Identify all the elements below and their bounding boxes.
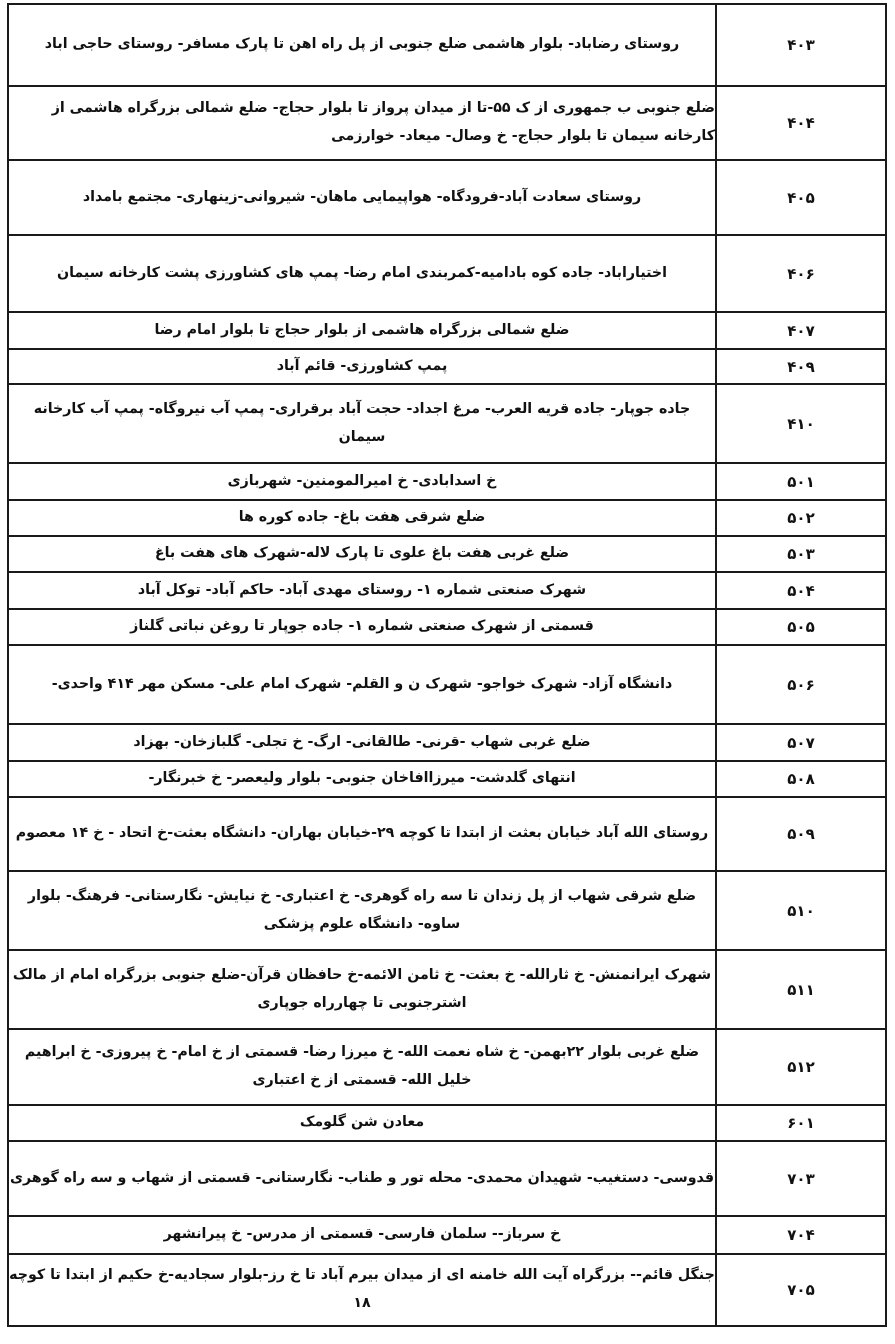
zone-code-cell: ۵۰۵ xyxy=(716,609,886,645)
table-row xyxy=(8,645,886,724)
table-row xyxy=(8,871,886,950)
table-row xyxy=(8,797,886,871)
zone-code-cell: ۵۰۲ xyxy=(716,500,886,536)
zones-table xyxy=(7,3,887,1327)
zone-description-cell: شهرک صنعتی شماره ۱- روستای مهدی آباد- حاکم آباد- توکل آباد xyxy=(8,572,716,609)
zone-description-cell: شهرک ایرانمنش- خ ثارالله- خ بعثت- خ ثامن الائمه-خ حافظان قرآن-ضلع جنوبی بزرگراه امام از مالک اشترجنوبی تا چهارراه جوپاری xyxy=(8,950,716,1029)
zone-code-cell: ۴۰۹ xyxy=(716,349,886,384)
zone-description-cell: ضلع شرقی شهاب از پل زندان تا سه راه گوهری- خ اعتباری- خ نیایش- نگارستانی- فرهنگ- بلوار ساوه- دانشگاه علوم پزشکی xyxy=(8,871,716,950)
table-row xyxy=(8,500,886,536)
zone-code-cell: ۵۰۹ xyxy=(716,797,886,871)
zone-code-cell: ۶۰۱ xyxy=(716,1105,886,1141)
table-row xyxy=(8,1216,886,1254)
table-row xyxy=(8,1029,886,1105)
zone-code-cell: ۵۰۱ xyxy=(716,463,886,500)
zone-code-cell: ۵۱۰ xyxy=(716,871,886,950)
zone-description-cell: روستای الله آباد خیابان بعثت از ابتدا تا کوچه ۲۹-خیابان بهاران- دانشگاه بعثت-خ اتحاد - خ ۱۴ معصوم xyxy=(8,797,716,871)
zone-description-cell: پمپ کشاورزی- قائم آباد xyxy=(8,349,716,384)
zone-code-cell: ۴۱۰ xyxy=(716,384,886,463)
table-row xyxy=(8,1141,886,1216)
table-row xyxy=(8,724,886,761)
table-row xyxy=(8,536,886,572)
zone-code-cell: ۷۰۳ xyxy=(716,1141,886,1216)
table-row xyxy=(8,761,886,797)
zone-description-cell: معادن شن گلومک xyxy=(8,1105,716,1141)
zone-description-cell: ضلع شرقی هفت باغ- جاده کوره ها xyxy=(8,500,716,536)
table-row xyxy=(8,384,886,463)
zone-description-cell: خ سرباز-- سلمان فارسی- قسمتی از مدرس- خ پیرانشهر xyxy=(8,1216,716,1254)
zone-code-cell: ۵۰۸ xyxy=(716,761,886,797)
zone-description-cell: اختیاراباد- جاده کوه بادامیه-کمربندی امام رضا- پمپ های کشاورزی پشت کارخانه سیمان xyxy=(8,235,716,312)
zone-code-cell: ۴۰۷ xyxy=(716,312,886,349)
zone-description-cell: قسمتی از شهرک صنعتی شماره ۱- جاده جوپار تا روغن نباتی گلناز xyxy=(8,609,716,645)
zone-description-cell: جنگل قائم-- بزرگراه آیت الله خامنه ای از میدان بیرم آباد تا خ رز-بلوار سجادیه-خ حکیم از ابتدا تا کوچه ۱۸ xyxy=(8,1254,716,1326)
table-row xyxy=(8,349,886,384)
table-row xyxy=(8,950,886,1029)
zone-description-cell: جاده جوپار- جاده قریه العرب- مرغ اجداد- حجت آباد برقراری- پمپ آب نیروگاه- پمپ آب کارخانه سیمان xyxy=(8,384,716,463)
zone-code-cell: ۵۱۱ xyxy=(716,950,886,1029)
zone-description-cell: انتهای گلدشت- میرزاافاخان جنوبی- بلوار ولیعصر- خ خبرنگار- xyxy=(8,761,716,797)
zone-description-cell: ضلع غربی شهاب -قرنی- طالقانی- ارگ- خ تجلی- گلبازخان- بهزاد xyxy=(8,724,716,761)
table-row xyxy=(8,1105,886,1141)
zone-description-cell: خ اسدابادی- خ امیرالمومنین- شهربازی xyxy=(8,463,716,500)
zone-code-cell: ۵۱۲ xyxy=(716,1029,886,1105)
table-row xyxy=(8,609,886,645)
zone-code-cell: ۵۰۷ xyxy=(716,724,886,761)
zone-code-cell: ۵۰۴ xyxy=(716,572,886,609)
zone-description-cell: روستای سعادت آباد-فرودگاه- هواپیمایی ماهان- شیروانی-زینهاری- مجتمع بامداد xyxy=(8,160,716,235)
zone-description-cell: ضلع شمالی بزرگراه هاشمی از بلوار حجاج تا بلوار امام رضا xyxy=(8,312,716,349)
table-row xyxy=(8,572,886,609)
table-row xyxy=(8,312,886,349)
table-row xyxy=(8,160,886,235)
zone-code-cell: ۴۰۴ xyxy=(716,86,886,160)
zone-description-cell: ضلع جنوبی ب جمهوری از ک ۵۵-تا از میدان پرواز تا بلوار حجاج- ضلع شمالی بزرگراه هاشمی از کارخانه سیمان تا بلوار حجاج- خ وصال- میعاد- خوارزمی xyxy=(8,86,716,160)
table-row xyxy=(8,235,886,312)
zone-code-cell: ۴۰۶ xyxy=(716,235,886,312)
table-row xyxy=(8,1254,886,1326)
zone-code-cell: ۴۰۵ xyxy=(716,160,886,235)
zone-code-cell: ۵۰۶ xyxy=(716,645,886,724)
table-row xyxy=(8,463,886,500)
zone-description-cell: قدوسی- دستغیب- شهیدان محمدی- محله تور و طناب- نگارستانی- قسمتی از شهاب و سه راه گوهری xyxy=(8,1141,716,1216)
zone-code-cell: ۷۰۵ xyxy=(716,1254,886,1326)
zone-code-cell: ۷۰۴ xyxy=(716,1216,886,1254)
zone-code-cell: ۵۰۳ xyxy=(716,536,886,572)
zone-code-cell: ۴۰۳ xyxy=(716,4,886,86)
zone-description-cell: دانشگاه آزاد- شهرک خواجو- شهرک ن و القلم- شهرک امام علی- مسکن مهر ۴۱۴ واحدی- xyxy=(8,645,716,724)
zone-description-cell: ضلع غربی هفت باغ علوی تا پارک لاله-شهرک های هفت باغ xyxy=(8,536,716,572)
zone-description-cell: روستای رضاباد- بلوار هاشمی ضلع جنوبی از پل راه اهن تا پارک مسافر- روستای حاجی اباد xyxy=(8,4,716,86)
table-row xyxy=(8,4,886,86)
zone-description-cell: ضلع غربی بلوار ۲۲بهمن- خ شاه نعمت الله- خ میرزا رضا- قسمتی از خ امام- خ پیروزی- خ ابراهیم خلیل الله- قسمتی از خ اعتباری xyxy=(8,1029,716,1105)
table-row xyxy=(8,86,886,160)
